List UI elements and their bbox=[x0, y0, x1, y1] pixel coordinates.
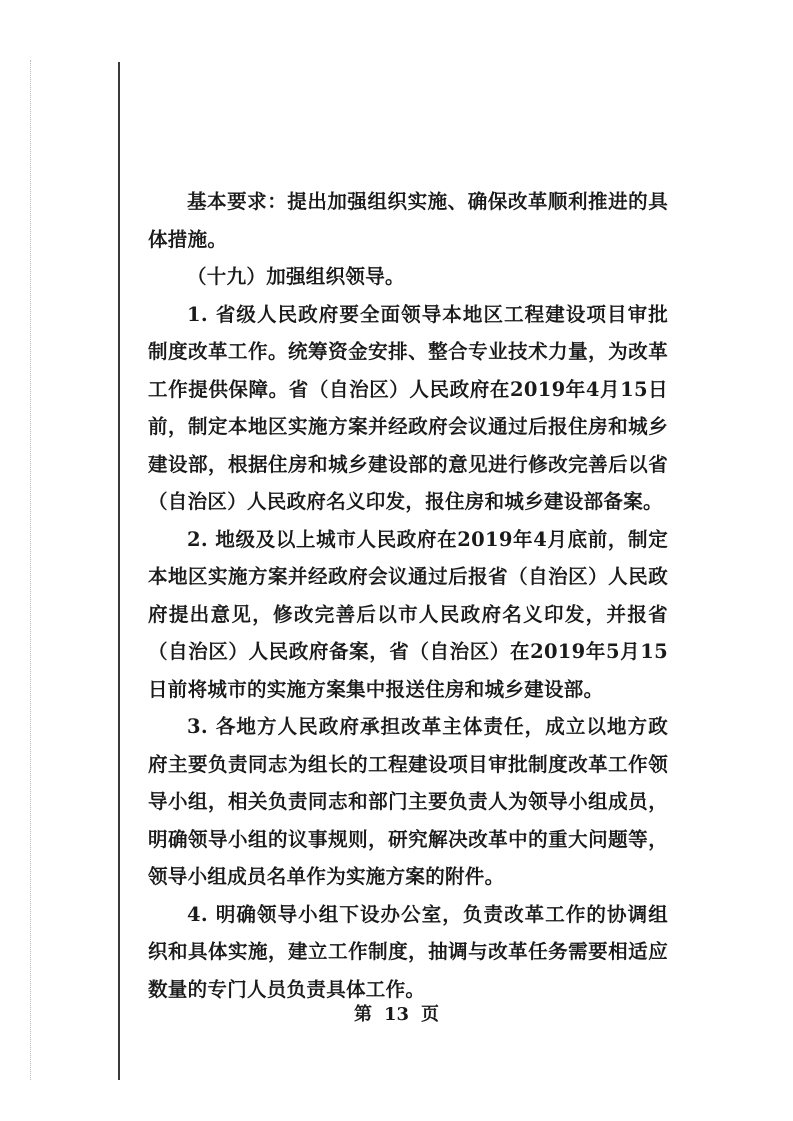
page-suffix: 页 bbox=[421, 1004, 440, 1025]
document-body bbox=[148, 183, 668, 1008]
section-heading: （十九）加强组织领导。 bbox=[187, 265, 405, 288]
paragraph-2: 2. 地级及以上城市人民政府在2019年4月底前，制定本地区实施方案并经政府会议通过后报省（自治区）人民政府提出意见，修改完善后以市人民政府名义印发，并报省（自治区）人民政府备案，省（自治区）在2019年5月15日前将城市的实施方案集中报送住房和城乡建设部。 bbox=[148, 527, 668, 701]
page-number: 13 bbox=[383, 1004, 410, 1025]
page-prefix: 第 bbox=[353, 1004, 372, 1025]
paragraph-1: 1. 省级人民政府要全面领导本地区工程建设项目审批制度改革工作。统筹资金安排、整合专业技术力量，为改革工作提供保障。省（自治区）人民政府在2019年4月15日前，制定本地区实施方案并经政府会议通过后报住房和城乡建设部，根据住房和城乡建设部的意见进行修改完善后以省（自治区）人民政府名义印发，报住房和城乡建设部备案。 bbox=[148, 302, 668, 513]
page-footer bbox=[0, 1000, 793, 1026]
scan-edge-dotted-line bbox=[30, 60, 31, 1080]
requirement-text: 提出加强组织实施、确保改革顺利推进的具体措施。 bbox=[148, 190, 668, 251]
requirement-paragraph bbox=[148, 183, 668, 258]
binding-margin-line bbox=[118, 62, 120, 1080]
requirement-label: 基本要求： bbox=[187, 190, 288, 213]
paragraph-3: 3. 各地方人民政府承担改革主体责任，成立以地方政府主要负责同志为组长的工程建设项目审批制度改革工作领导小组，相关负责同志和部门主要负责人为领导小组成员，明确领导小组的议事规则，研究解决改革中的重大问题等，领导小组成员名单作为实施方案的附件。 bbox=[148, 715, 668, 888]
paragraph-4: 4. 明确领导小组下设办公室，负责改革工作的协调组织和具体实施，建立工作制度，抽调与改革任务需要相适应数量的专门人员负责具体工作。 bbox=[148, 902, 668, 1001]
